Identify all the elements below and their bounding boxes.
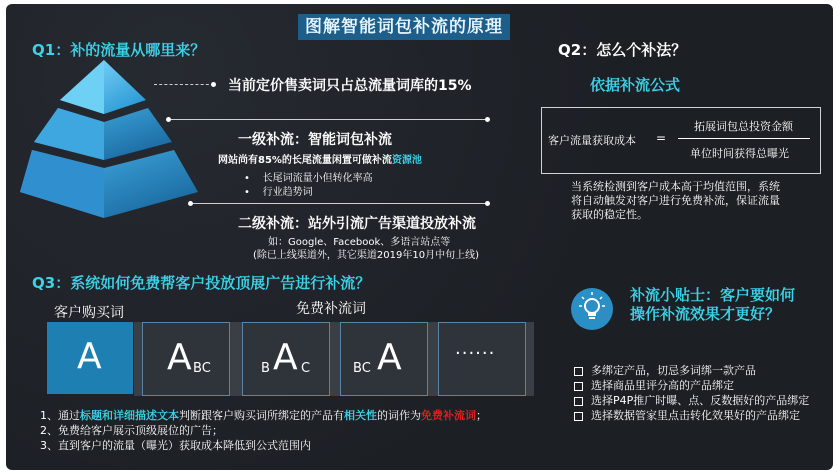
formula-numerator: 拓展词包总投资金额: [694, 120, 793, 133]
q2-subheading: 依据补流公式: [590, 76, 681, 94]
slide: [6, 4, 833, 470]
keyword-box-bought: A: [47, 322, 133, 394]
formula-left: 客户流量获取成本: [548, 134, 636, 147]
formula-equals: =: [656, 131, 667, 145]
connector-dot: [211, 82, 216, 87]
connector-line: [192, 203, 486, 204]
q3-heading: Q3：系统如何免费帮客户投放顶展广告进行补流？: [32, 274, 371, 292]
tips-heading: 补流小贴士：客户要如何 操作补流效果才更好？: [630, 286, 796, 323]
formula-denominator: 单位时间获得总曝光: [690, 147, 789, 160]
tip-item: 多绑定产品，切忌多词绑一款产品: [574, 362, 756, 378]
pyramid-graphic: [20, 56, 210, 226]
q3-step-1: 1、通过标题和详细描述文本判断跟客户购买词所绑定的产品有相关性的词作为免费补流词；: [40, 409, 487, 422]
connector-dot: [485, 201, 490, 206]
level2-line1: 如：Google、Facebook、多语言站点等: [268, 237, 451, 248]
keyword-box-free: BC A: [340, 322, 428, 396]
tip-item: 选择P4P推广时曝、点、反数据好的产品绑定: [574, 392, 809, 408]
q2-heading: Q2：怎么个补法？: [558, 41, 687, 59]
level1-bullet: • 行业趋势词: [244, 187, 313, 198]
level2-title: 二级补流：站外引流广告渠道投放补流: [238, 216, 476, 232]
connector-line: [154, 84, 214, 85]
checkbox-icon: [574, 382, 583, 391]
keyword-box-more: ······: [438, 322, 526, 396]
checkbox-icon: [574, 367, 583, 376]
keyword-box-free: B A C: [242, 322, 330, 396]
connector-dot: [188, 201, 193, 206]
checkbox-icon: [574, 412, 583, 421]
connector-line: [170, 119, 486, 120]
connector-dot: [166, 117, 171, 122]
level1-title: 一级补流：智能词包补流: [238, 132, 392, 148]
level2-line2: (除已上线渠道外，其它渠道2019年10月中旬上线): [253, 250, 479, 261]
label-free-words: 免费补流词: [296, 301, 366, 317]
fraction-bar: [678, 138, 810, 139]
label-bought-words: 客户购买词: [54, 305, 124, 321]
q1-line1: 当前定价售卖词只占总流量词库的15%: [228, 78, 472, 94]
checkbox-icon: [574, 397, 583, 406]
q3-step-2: 2、免费给客户展示顶级展位的广告；: [40, 424, 223, 437]
q2-explanation: 当系统检测到客户成本高于均值范围，系统 将自动触发对客户进行免费补流，保证流量 获取的稳定性。: [571, 180, 780, 221]
level1-bullet: • 长尾词流量小但转化率高: [244, 173, 373, 184]
q3-step-3: 3、直到客户的流量（曝光）获取成本降低到公式范围内: [40, 439, 311, 452]
lightbulb-icon: [569, 286, 615, 332]
tip-item: 选择商品里评分高的产品绑定: [574, 377, 734, 393]
q1-heading: Q1：补的流量从哪里来？: [32, 41, 206, 59]
connector-dot: [485, 117, 490, 122]
slide-title: 图解智能词包补流的原理: [298, 14, 510, 40]
keyword-box-free: A BC: [142, 322, 230, 396]
tip-item: 选择数据管家里点击转化效果好的产品绑定: [574, 407, 800, 423]
level1-desc: 网站尚有85%的长尾流量闲置可做补流资源池: [218, 155, 422, 166]
